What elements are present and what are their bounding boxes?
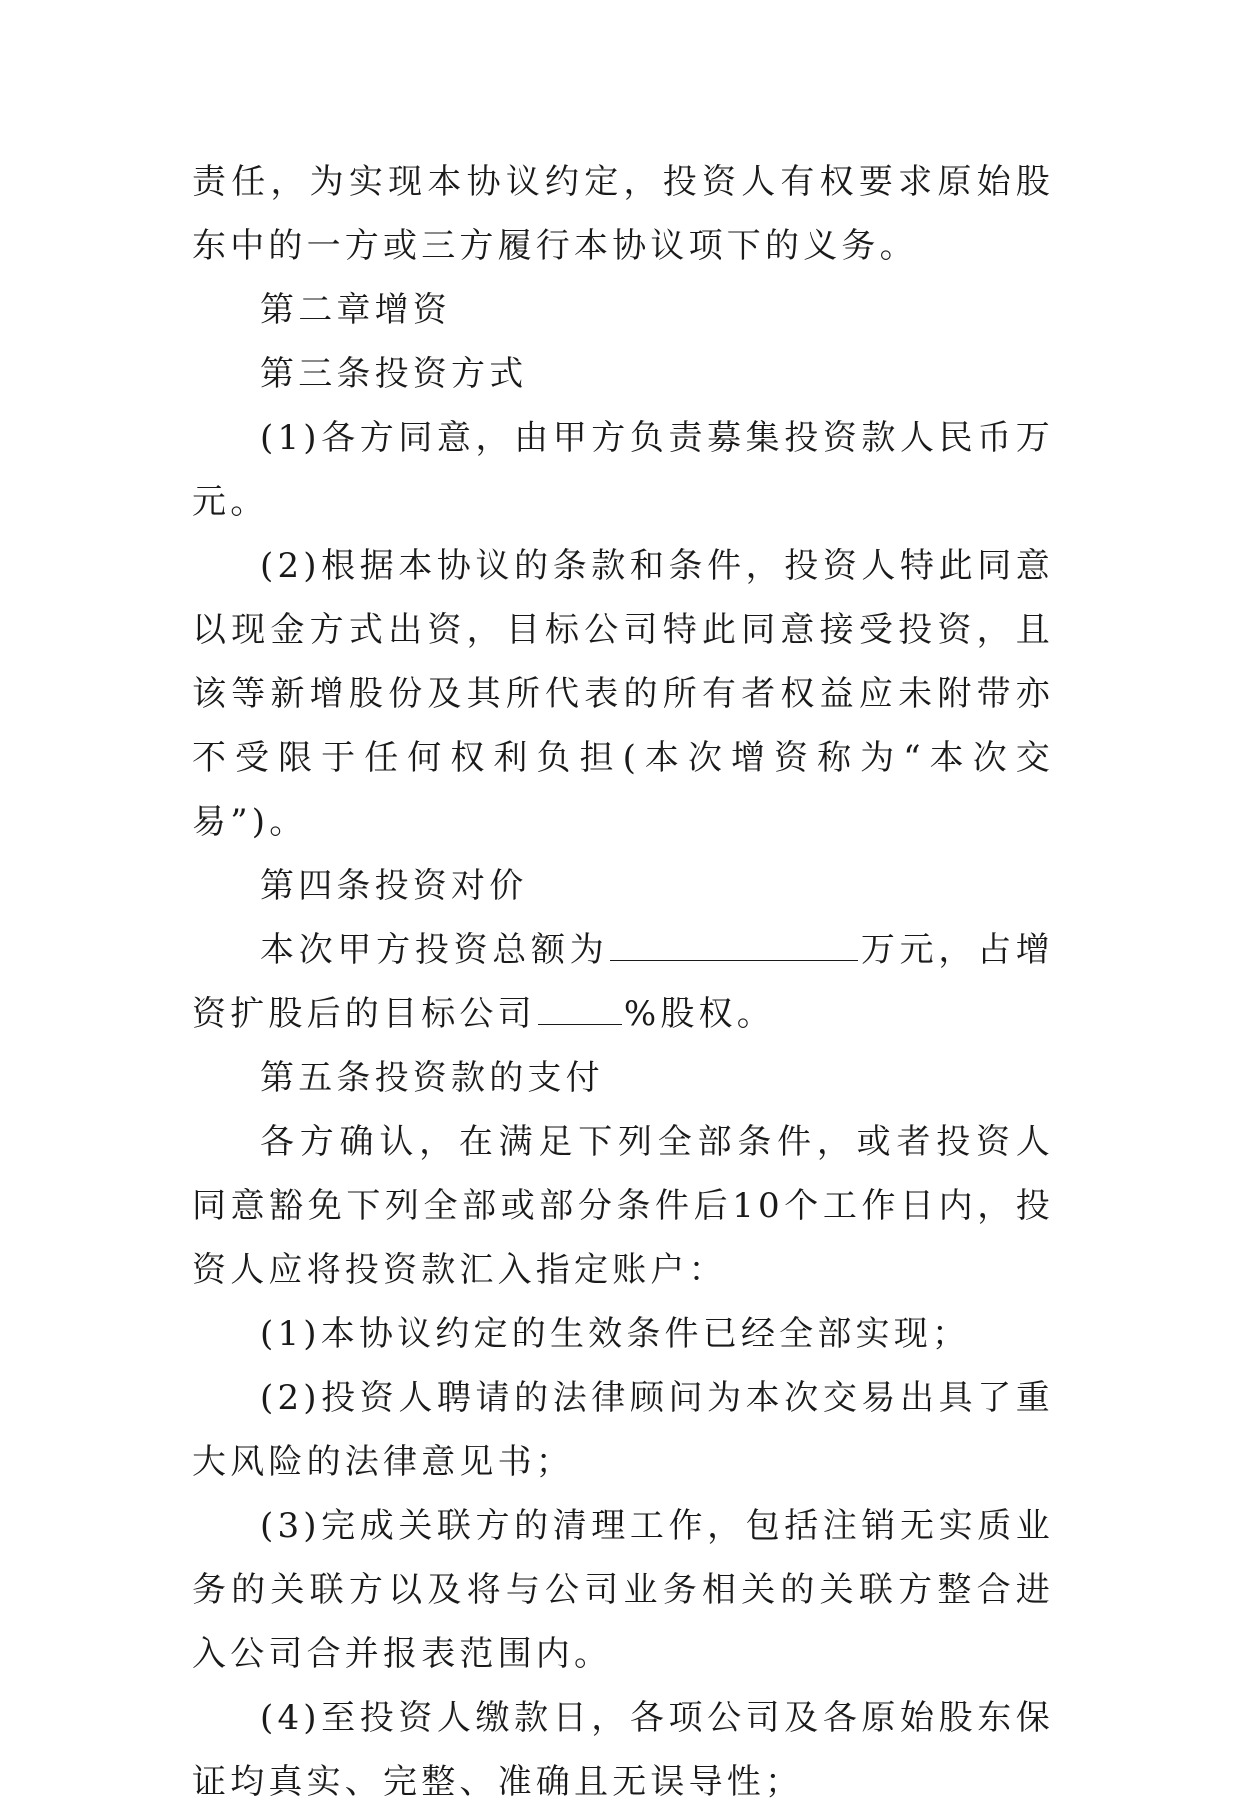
chapter-heading-capital-increase: 第二章增资 bbox=[260, 290, 451, 330]
condition-1-effective: (1)本协议约定的生效条件已经全部实现； bbox=[260, 1314, 971, 1354]
document-body bbox=[192, 150, 1054, 1814]
clause-1-fundraising: (1)各方同意，由甲方负责募集投资款人民币万元。 bbox=[192, 418, 1054, 522]
amount-prefix: 本次甲方投资总额为 bbox=[260, 930, 609, 970]
paragraph-payment-conditions: 各方确认，在满足下列全部条件，或者投资人同意豁免下列全部或部分条件后10个工作日内，投资人应将投资款汇入指定账户： bbox=[192, 1122, 1054, 1290]
condition-4-warranties: (4)至投资人缴款日，各项公司及各原始股东保证均真实、完整、准确且无误导性； bbox=[192, 1698, 1054, 1802]
article-heading-payment: 第五条投资款的支付 bbox=[260, 1058, 604, 1098]
paragraph-liability: 责任，为实现本协议约定，投资人有权要求原始股东中的一方或三方履行本协议项下的义务。 bbox=[192, 162, 1054, 266]
article-heading-investment-method: 第三条投资方式 bbox=[260, 354, 528, 394]
amount-middle: 万元，占增资扩股后的目标公司 bbox=[192, 930, 1054, 1034]
equity-percent-blank bbox=[538, 982, 622, 1025]
paragraph-investment-amount bbox=[192, 918, 1054, 1046]
article-heading-investment-consideration: 第四条投资对价 bbox=[260, 866, 528, 906]
clause-2-cash-investment: (2)根据本协议的条款和条件，投资人特此同意以现金方式出资，目标公司特此同意接受投资，且该等新增股份及其所代表的所有者权益应未附带亦不受限于任何权利负担(本次增资称为“本次交易”)。 bbox=[192, 546, 1054, 842]
amount-suffix: %股权。 bbox=[623, 994, 775, 1034]
condition-2-legal-opinion: (2)投资人聘请的法律顾问为本次交易出具了重大风险的法律意见书； bbox=[192, 1378, 1054, 1482]
amount-blank bbox=[610, 918, 858, 961]
condition-3-related-parties: (3)完成关联方的清理工作，包括注销无实质业务的关联方以及将与公司业务相关的关联方整合进入公司合并报表范围内。 bbox=[192, 1506, 1054, 1674]
